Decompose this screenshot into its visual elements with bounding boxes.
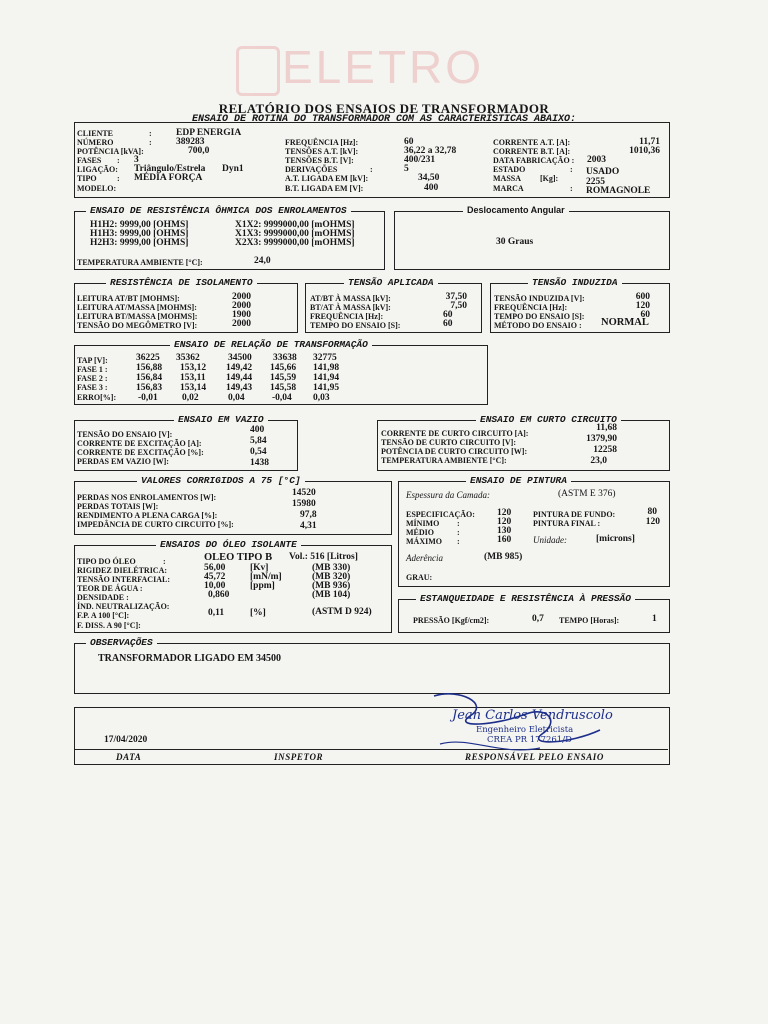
massa-unit: [Kg]: [540,174,559,183]
tensoes-at-label: TENSÕES A.T. [kV]: [285,147,359,156]
relacao-cell: 145,58 [270,383,297,393]
tipo-label: TIPO [77,174,97,183]
especificacao-value: 120 [497,508,512,518]
modelo-label: MODELO: [77,184,117,193]
fases-sep: : [117,156,120,165]
oleo-row-label: RIGIDEZ DIELÉTRICA: [77,566,168,575]
corrigidos-label: PERDAS TOTAIS [W]: [77,502,159,511]
data-fabricacao-value: 2003 [587,155,606,165]
induzida-value: 60 [640,310,650,320]
aderencia-label: Aderência [406,553,443,563]
grau-label: GRAU: [406,573,433,582]
corrigidos-title: VALORES CORRIGIDOS A 75 [°C] [137,475,305,486]
cliente-label: CLIENTE [77,129,114,138]
isolamento-value: 1900 [232,310,251,320]
minimo-label: MÍNIMO [406,519,440,528]
bt-ligada-value: 400 [424,183,439,193]
relacao-cell: 36225 [136,353,160,363]
maximo-sep: : [457,537,460,546]
relacao-cell: 156,88 [136,363,163,373]
relacao-cell: 153,14 [180,383,207,393]
relacao-cell: -0,04 [272,393,292,403]
oleo-row-value: 56,00 [204,563,226,573]
final-value: 120 [645,517,660,527]
oleo-fp100-unit: [%] [250,608,266,618]
medio-value: 130 [497,526,512,536]
corrente-bt-value: 1010,36 [629,146,660,156]
estado-label: ESTADO [493,165,526,174]
pressao-value: 0,7 [532,614,544,624]
induzida-value: 600 [635,292,650,302]
curto-label: CORRENTE DE CURTO CIRCUITO [A]: [381,429,529,438]
oleo-row-unit: [Kv] [250,563,269,573]
vazio-label: PERDAS EM VAZIO [W]: [77,457,169,466]
oleo-neutralizacao-label: ÍND. NEUTRALIZAÇÃO: [77,602,170,611]
massa-label: MASSA [493,174,522,183]
maximo-label: MÁXIMO [406,537,442,546]
tipo-sep: : [117,174,120,183]
relacao-row-label: TAP [V]: [77,356,108,365]
minimo-value: 120 [497,517,512,527]
relacao-cell: 0,02 [182,393,199,403]
curto-value: 12258 [593,445,617,455]
vazio-label: CORRENTE DE EXCITAÇÃO [A]: [77,439,202,448]
relacao-row-label: ERRO[%]: [77,393,117,402]
cliente-sep: : [149,129,152,138]
temp-ambiente-value: 24,0 [254,256,271,266]
vazio-title: ENSAIO EM VAZIO [174,414,268,425]
oleo-fp100-label: F.P. A 100 [°C]: [77,611,130,620]
numero-label: NÚMERO [77,138,114,147]
numero-sep: : [149,138,152,147]
oleo-row-label: DENSIDADE : [77,593,129,602]
corrigidos-value: 4,31 [300,521,317,531]
cliente-value: EDP ENERGIA [176,128,242,138]
signature-role: Engenheiro Eletricista [476,725,574,735]
res-at-row: H1H2: 9999,00 [OHMS] [90,220,189,230]
info-box [74,122,670,198]
final-label: PINTURA FINAL : [533,519,601,528]
oleo-row-norma: (MB 104) [312,590,351,600]
relacao-cell: -0,01 [138,393,158,403]
isolamento-title: RESISTÊNCIA DE ISOLAMENTO [106,277,257,288]
especificacao-label: ESPECIFICAÇÃO: [406,510,475,519]
isolamento-value: 2000 [232,292,251,302]
res-at-row: H1H3: 9999,00 [OHMS] [90,229,189,239]
oleo-row-value: 0,860 [208,590,230,600]
oleo-row-unit: [ppm] [250,581,275,591]
signature-crea: CREA PR 177261/D [487,735,572,745]
curto-value: 11,68 [596,423,617,433]
tipo-value: MÉDIA FORÇA [134,173,203,183]
relacao-cell: 156,84 [136,373,163,383]
derivacoes-sep: : [370,165,373,174]
pressao-label: PRESSÃO [Kgf/cm2]: [413,616,490,625]
relacao-cell: 149,42 [226,363,253,373]
fundo-value: 80 [647,507,657,517]
aplicada-title: TENSÃO APLICADA [344,277,438,288]
aplicada-label: BT/AT À MASSA [kV]: [310,303,391,312]
tensoes-at-value: 36,22 a 32,78 [404,146,457,156]
corrigidos-label: PERDAS NOS ENROLAMENTOS [W]: [77,493,217,502]
potencia-value: 700,0 [188,146,210,156]
at-ligada-label: A.T. LIGADA EM [kV]: [285,174,369,183]
resistencia-ohmica-title: ENSAIO DE RESISTÊNCIA ÔHMICA DOS ENROLAMENTOS [86,205,351,216]
aplicada-label: TEMPO DO ENSAIO [S]: [310,321,401,330]
relacao-row-label: FASE 1 : [77,365,108,374]
unidade-label: Unidade: [533,535,567,545]
deslocamento-value: 30 Graus [496,237,534,247]
corrigidos-value: 15980 [292,499,316,509]
observacoes-text: TRANSFORMADOR LIGADO EM 34500 [98,653,282,664]
vazio-value: 5,84 [250,436,267,446]
relacao-cell: 149,43 [226,383,253,393]
relacao-cell: 145,59 [270,373,297,383]
relacao-cell: 141,94 [313,373,340,383]
medio-label: MÉDIO [406,528,434,537]
relacao-row-label: FASE 3 : [77,383,108,392]
aplicada-label: FREQUÊNCIA [Hz]: [310,312,384,321]
fundo-label: PINTURA DE FUNDO: [533,510,616,519]
oleo-fdiss-label: F. DISS. A 90 [°C]: [77,621,141,630]
footer-responsavel-label: RESPONSÁVEL PELO ENSAIO [465,752,604,762]
logo-seal-icon [236,46,280,96]
oleo-row-value: 45,72 [204,572,226,582]
isolamento-label: LEITURA AT/BT [MOHMS]: [77,294,180,303]
induzida-label: FREQUÊNCIA [Hz]: [494,303,568,312]
massa-value: 2255 [586,177,605,187]
at-ligada-value: 34,50 [418,173,440,183]
fases-value: 3 [134,155,139,165]
estado-value: USADO [586,167,620,177]
oleo-row-label: TEOR DE ÁGUA : [77,584,143,593]
oleo-row-value: 10,00 [204,581,226,591]
tensoes-bt-value: 400/231 [404,155,436,165]
corrente-at-label: CORRENTE A.T. [A]: [493,138,571,147]
oleo-row-unit: [mN/m] [250,572,282,582]
curto-value: 23,0 [590,456,607,466]
relacao-cell: 33638 [273,353,297,363]
tensoes-bt-label: TENSÕES B.T. [V]: [285,156,354,165]
curto-label: TEMPERATURA AMBIENTE [°C]: [381,456,507,465]
oleo-row-norma: (MB 320) [312,572,351,582]
footer-data-label: DATA [116,752,142,762]
aplicada-value: 37,50 [445,292,467,302]
vazio-label: CORRENTE DE EXCITAÇÃO [%]: [77,448,204,457]
temp-ambiente-label: TEMPERATURA AMBIENTE [°C]: [77,258,203,267]
pintura-title: ENSAIO DE PINTURA [466,475,571,486]
corrigidos-value: 97,8 [300,510,317,520]
potencia-label: POTÊNCIA [kVA]: [77,147,144,156]
induzida-label: TENSÃO INDUZIDA [V]: [494,294,585,303]
maximo-value: 160 [497,535,512,545]
estado-sep: : [570,165,573,174]
marca-sep: : [570,184,573,193]
derivacoes-value: 5 [404,164,409,174]
curto-title: ENSAIO EM CURTO CIRCUITO [476,414,621,425]
oleo-tipo-value: OLEO TIPO B [204,552,273,563]
isolamento-label: LEITURA BT/MASSA [MOHMS]: [77,312,198,321]
aplicada-value: 7,50 [450,301,467,311]
company-logo [230,40,490,102]
oleo-title: ENSAIOS DO ÓLEO ISOLANTE [156,539,301,550]
curto-label: POTÊNCIA DE CURTO CIRCUITO [W]: [381,447,528,456]
relacao-cell: 145,66 [270,363,297,373]
corrente-at-value: 11,71 [639,137,660,147]
relacao-title: ENSAIO DE RELAÇÃO DE TRANSFORMAÇÃO [170,339,372,350]
numero-value: 389283 [176,137,205,147]
corrente-bt-label: CORRENTE B.T. [A]: [493,147,571,156]
aderencia-norma: (MB 985) [484,552,523,562]
corrigidos-value: 14520 [292,488,316,498]
corrigidos-label: IMPEDÂNCIA DE CURTO CIRCUITO [%]: [77,520,234,529]
ligacao-code: Dyn1 [222,164,244,174]
espessura-norma: (ASTM E 376) [558,489,616,499]
vazio-label: TENSÃO DO ENSAIO [V]: [77,430,173,439]
minimo-sep: : [457,519,460,528]
oleo-row-norma: (MB 936) [312,581,351,591]
corrigidos-label: RENDIMENTO A PLENA CARGA [%]: [77,511,218,520]
isolamento-label: TENSÃO DO MEGÔMETRO [V]: [77,321,198,330]
oleo-fp100-value: 0,11 [208,608,225,618]
estanqueidade-title: ESTANQUEIDADE E RESISTÊNCIA À PRESSÃO [416,593,635,604]
oleo-row-label: TENSÃO INTERFACIAL: [77,575,170,584]
report-title: RELATÓRIO DOS ENSAIOS DE TRANSFORMADOR [218,101,550,116]
relacao-cell: 141,95 [313,383,340,393]
aplicada-value: 60 [443,310,453,320]
unidade-value: [microns] [596,534,635,544]
relacao-cell: 153,11 [180,373,206,383]
oleo-fp100-norma: (ASTM D 924) [312,607,372,617]
derivacoes-label: DERIVAÇÕES [285,165,338,174]
footer-date: 17/04/2020 [104,735,148,745]
report-subtitle: ENSAIO DE ROTINA DO TRANSFORMADOR COM AS CARACTERÍSTICAS ABAIXO: [191,114,577,125]
relacao-cell: 149,44 [226,373,253,383]
frequencia-label: FREQUÊNCIA [Hz]: [285,138,359,147]
relacao-cell: 141,98 [313,363,340,373]
relacao-row-label: FASE 2 : [77,374,108,383]
relacao-cell: 34500 [228,353,252,363]
logo-text: ELETRO [282,41,485,93]
espessura-label: Espessura da Camada: [406,490,491,500]
fases-label: FASES [77,156,102,165]
induzida-label: MÉTODO DO ENSAIO : [494,321,582,330]
relacao-cell: 156,83 [136,383,163,393]
relacao-cell: 0,03 [313,393,330,403]
induzida-value: NORMAL [601,317,649,328]
bt-ligada-label: B.T. LIGADA EM [V]: [285,184,364,193]
res-bt-row: X2X3: 9999000,00 [mOHMS] [235,238,355,248]
ligacao-label: LIGAÇÃO: [77,165,118,174]
footer-inspetor-label: INSPETOR [274,752,324,762]
aplicada-label: AT/BT À MASSA [kV]: [310,294,391,303]
oleo-volume: Vol.: 516 [Litros] [289,552,358,562]
relacao-cell: 153,12 [180,363,207,373]
res-bt-row: X1X2: 9999000,00 [mOHMS] [235,220,355,230]
deslocamento-title: Deslocamento Angular [463,205,569,215]
curto-label: TENSÃO DE CURTO CIRCUITO [V]: [381,438,516,447]
vazio-value: 400 [250,425,265,435]
vazio-value: 1438 [250,458,269,468]
relacao-cell: 32775 [313,353,337,363]
res-bt-row: X1X3: 9999000,00 [mOHMS] [235,229,355,239]
res-at-row: H2H3: 9999,00 [OHMS] [90,238,189,248]
isolamento-value: 2000 [232,319,251,329]
tempo-label: TEMPO [Horas]: [559,616,620,625]
medio-sep: : [457,528,460,537]
marca-value: ROMAGNOLE [586,186,651,196]
oleo-row-norma: (MB 330) [312,563,351,573]
relacao-cell: 0,04 [228,393,245,403]
tempo-value: 1 [652,614,657,624]
signature-name: Jean Carlos Vendruscolo [452,708,613,723]
induzida-label: TEMPO DO ENSAIO [S]: [494,312,585,321]
ligacao-value: Triângulo/Estrela [134,164,206,174]
observacoes-title: OBSERVAÇÕES [86,637,157,648]
frequencia-value: 60 [404,137,414,147]
data-fabricacao-label: DATA FABRICAÇÃO : [493,156,575,165]
marca-label: MARCA [493,184,524,193]
isolamento-label: LEITURA AT/MASSA [MOHMS]: [77,303,197,312]
vazio-value: 0,54 [250,447,267,457]
isolamento-value: 2000 [232,301,251,311]
induzida-value: 120 [635,301,650,311]
oleo-tipo-sep: : [163,557,166,566]
induzida-title: TENSÃO INDUZIDA [528,277,622,288]
oleo-tipo-label: TIPO DO ÓLEO [77,557,136,566]
curto-value: 1379,90 [586,434,617,444]
aplicada-value: 60 [443,319,453,329]
relacao-cell: 35362 [176,353,200,363]
